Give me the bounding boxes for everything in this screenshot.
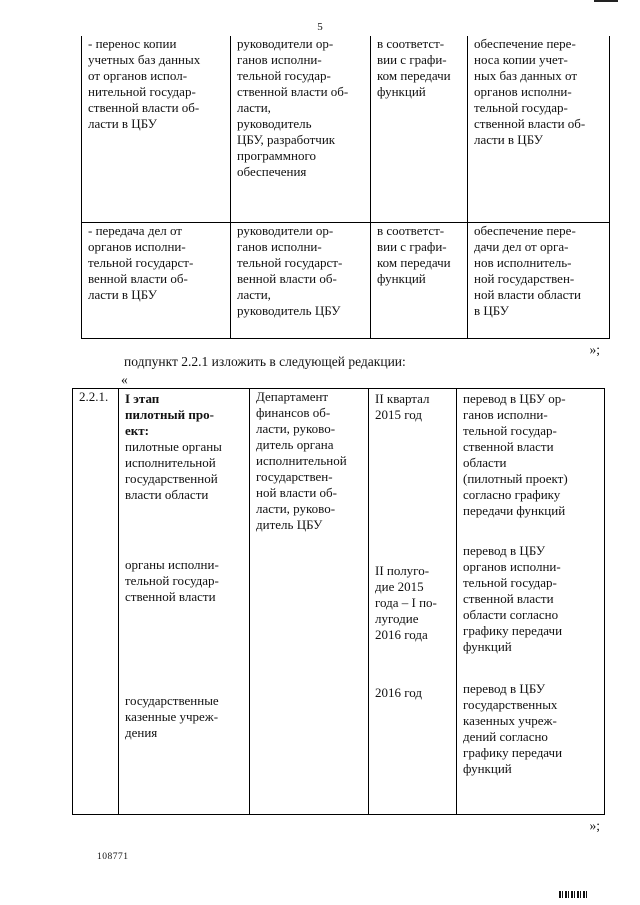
- table-row: [82, 36, 610, 222]
- schedule-table-continued: [81, 36, 610, 339]
- table-cell: руководители ор- ганов исполни- тельной государ- ственной власти об- ласти, руководитель ЦБУ, разработчик программного обеспечения: [231, 36, 371, 222]
- table-cell: обеспечение пере- носа копии учет- ных баз данных от органов исполни- тельной государ- ственной власти об- ласти в ЦБУ: [468, 36, 610, 222]
- table-cell: Департамент финансов об- ласти, руково- дитель органа исполнительной государствен- ной власти об- ласти, руково- дитель ЦБУ: [250, 389, 369, 815]
- table-cell: руководители ор- ганов исполни- тельной государст- венной власти об- ласти, руководитель ЦБУ: [231, 222, 371, 338]
- corner-mark: [594, 0, 618, 2]
- table-row: [82, 222, 610, 338]
- table-row: [73, 389, 605, 815]
- page-number: 5: [317, 21, 323, 33]
- table-cell: - перенос копии учетных баз данных от органов испол- нительной государ- ственной власти об- ласти в ЦБУ: [82, 36, 231, 222]
- schedule-table-new: [72, 388, 605, 815]
- table-cell: в соответст- вии с графи- ком передачи функций: [371, 222, 468, 338]
- document-code: 108771: [97, 852, 129, 862]
- closing-quote: »;: [589, 818, 600, 833]
- closing-quote: »;: [589, 342, 600, 357]
- item-number-cell: 2.2.1.: [73, 389, 119, 815]
- stage-title: I этап пилотный про- ект:: [125, 391, 214, 438]
- table-cell: II квартал 2015 год II полуго- дие 2015 года – I по- лугодие 2016 года 2016 год: [369, 389, 457, 815]
- barcode-mark: [559, 891, 587, 898]
- table-cell: I этап пилотный про- ект: пилотные органы исполнительной государственной власти области органы исполни- тельной государ- ственной власти государственные казенные учреж- дения: [119, 389, 250, 815]
- table-cell: перевод в ЦБУ ор- ганов исполни- тельной государ- ственной власти области (пилотный проект) согласно графику передачи функций перевод в ЦБУ органов исполни- тельной государ- ственной власти области согласно графику передачи функций перевод в ЦБУ государственных казенных учреж- дений согласно графику передачи функций: [457, 389, 605, 815]
- opening-quote: «: [121, 372, 128, 387]
- table-cell: обеспечение пере- дачи дел от орга- нов исполнитель- ной государствен- ной власти области в ЦБУ: [468, 222, 610, 338]
- amendment-paragraph: подпункт 2.2.1 изложить в следующей редакции:: [124, 354, 406, 369]
- table-cell: - передача дел от органов исполни- тельной государст- венной власти об- ласти в ЦБУ: [82, 222, 231, 338]
- table-cell: в соответст- вии с графи- ком передачи функций: [371, 36, 468, 222]
